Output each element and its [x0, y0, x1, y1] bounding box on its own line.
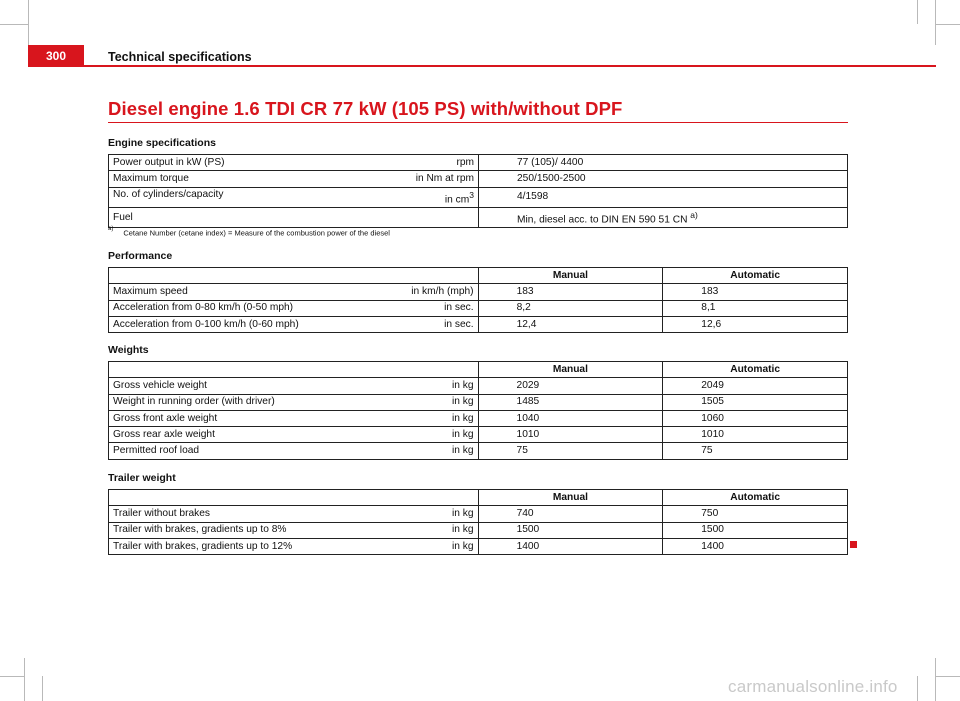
row-label: Maximum torque [113, 172, 189, 184]
manual-value: 75 [478, 443, 663, 459]
table-row [109, 410, 848, 426]
col-header-manual: Manual [478, 490, 663, 506]
automatic-value: 1060 [663, 410, 848, 426]
weights-table [108, 361, 848, 460]
row-unit: in kg [452, 412, 474, 424]
row-label: Gross vehicle weight [113, 379, 207, 391]
automatic-value: 8,1 [663, 300, 848, 316]
row-label: Acceleration from 0-100 km/h (0-60 mph) [113, 318, 299, 330]
row-label: Trailer with brakes, gradients up to 8% [113, 524, 287, 536]
row-unit: in kg [452, 428, 474, 440]
automatic-value: 183 [663, 284, 848, 300]
trailer-table [108, 489, 848, 555]
footnote [108, 228, 390, 238]
crop-mark [917, 0, 918, 24]
row-unit [445, 188, 474, 207]
weights-section-label: Weights [108, 344, 149, 356]
table-row [109, 443, 848, 459]
crop-mark [42, 676, 43, 701]
row-value: 250/1500-2500 [479, 171, 848, 187]
page-title: Diesel engine 1.6 TDI CR 77 kW (105 PS) with/without DPF [108, 98, 623, 119]
footnote-ref: a) [690, 209, 698, 220]
manual-value: 12,4 [478, 316, 663, 332]
crop-mark [917, 676, 918, 701]
crop-mark [936, 24, 960, 25]
table-row [109, 538, 848, 554]
manual-value: 8,2 [478, 300, 663, 316]
row-label: Power output in kW (PS) [113, 156, 225, 168]
row-label: Trailer with brakes, gradients up to 12% [113, 540, 293, 552]
table-row [109, 522, 848, 538]
table-row [109, 155, 848, 171]
automatic-value: 750 [663, 506, 848, 522]
row-value: 77 (105)/ 4400 [479, 155, 848, 171]
crop-mark [935, 658, 936, 701]
col-header-automatic: Automatic [663, 490, 848, 506]
automatic-value: 1010 [663, 427, 848, 443]
automatic-value: 1400 [663, 538, 848, 554]
crop-mark [0, 676, 24, 677]
table-row [109, 207, 848, 227]
unit-superscript: 3 [469, 189, 474, 200]
row-label: Gross rear axle weight [113, 428, 215, 440]
title-rule [108, 122, 848, 123]
automatic-value: 2049 [663, 378, 848, 394]
table-row [109, 394, 848, 410]
watermark: carmanualsonline.info [728, 677, 898, 696]
col-header-automatic: Automatic [663, 362, 848, 378]
table-row [109, 300, 848, 316]
table-row [109, 506, 848, 522]
row-unit: in kg [452, 396, 474, 408]
table-header-row [109, 268, 848, 284]
row-unit: in kg [452, 507, 474, 519]
row-label: No. of cylinders/capacity [113, 188, 224, 200]
performance-section-label: Performance [108, 250, 173, 262]
section-end-marker [850, 541, 857, 548]
row-label: Maximum speed [113, 285, 188, 297]
engine-table [108, 154, 848, 228]
crop-mark [936, 676, 960, 677]
manual-value: 1400 [478, 538, 663, 554]
row-unit: in sec. [444, 318, 474, 330]
row-unit: in sec. [444, 302, 474, 314]
unit-text: in cm [444, 193, 470, 205]
row-unit: in km/h (mph) [411, 285, 474, 297]
col-header-automatic: Automatic [663, 268, 848, 284]
row-unit: in kg [452, 445, 474, 457]
automatic-value: 12,6 [663, 316, 848, 332]
footnote-marker: a) [108, 226, 114, 232]
row-label: Trailer without brakes [113, 507, 211, 519]
row-label: Gross front axle weight [113, 412, 218, 424]
crop-mark [28, 0, 29, 45]
manual-value: 1500 [478, 522, 663, 538]
automatic-value: 1505 [663, 394, 848, 410]
manual-value: 1010 [478, 427, 663, 443]
table-row [109, 316, 848, 332]
manual-value: 1040 [478, 410, 663, 426]
row-label: Fuel [113, 211, 133, 223]
row-unit: in kg [452, 379, 474, 391]
trailer-section-label: Trailer weight [108, 472, 176, 484]
row-unit: in kg [452, 524, 474, 536]
manual-value: 2029 [478, 378, 663, 394]
automatic-value: 1500 [663, 522, 848, 538]
running-header: Technical specifications [108, 50, 252, 64]
row-unit: in kg [452, 540, 474, 552]
automatic-value: 75 [663, 443, 848, 459]
crop-mark [935, 0, 936, 45]
row-label: Weight in running order (with driver) [113, 396, 275, 408]
table-row [109, 187, 848, 207]
row-unit: in Nm at rpm [415, 172, 474, 184]
table-header-row [109, 362, 848, 378]
table-header-row [109, 490, 848, 506]
col-header-manual: Manual [478, 268, 663, 284]
table-row [109, 171, 848, 187]
header-rule [84, 65, 936, 67]
manual-value: 740 [478, 506, 663, 522]
table-row [109, 284, 848, 300]
row-unit: rpm [456, 156, 474, 168]
manual-value: 183 [478, 284, 663, 300]
row-label: Permitted roof load [113, 445, 200, 457]
row-label: Acceleration from 0-80 km/h (0-50 mph) [113, 302, 294, 314]
table-row [109, 378, 848, 394]
col-header-manual: Manual [478, 362, 663, 378]
performance-table [108, 267, 848, 333]
manual-value: 1485 [478, 394, 663, 410]
page-number: 300 [28, 45, 84, 67]
crop-mark [0, 24, 28, 25]
footnote-text: Cetane Number (cetane index) = Measure of the combustion power of the diesel [123, 228, 390, 238]
row-value: Min, diesel acc. to DIN EN 590 51 CN [517, 214, 688, 226]
row-value-cell [479, 207, 848, 227]
table-row [109, 427, 848, 443]
engine-section-label: Engine specifications [108, 137, 216, 149]
row-value: 4/1598 [479, 187, 848, 207]
crop-mark [24, 658, 25, 701]
